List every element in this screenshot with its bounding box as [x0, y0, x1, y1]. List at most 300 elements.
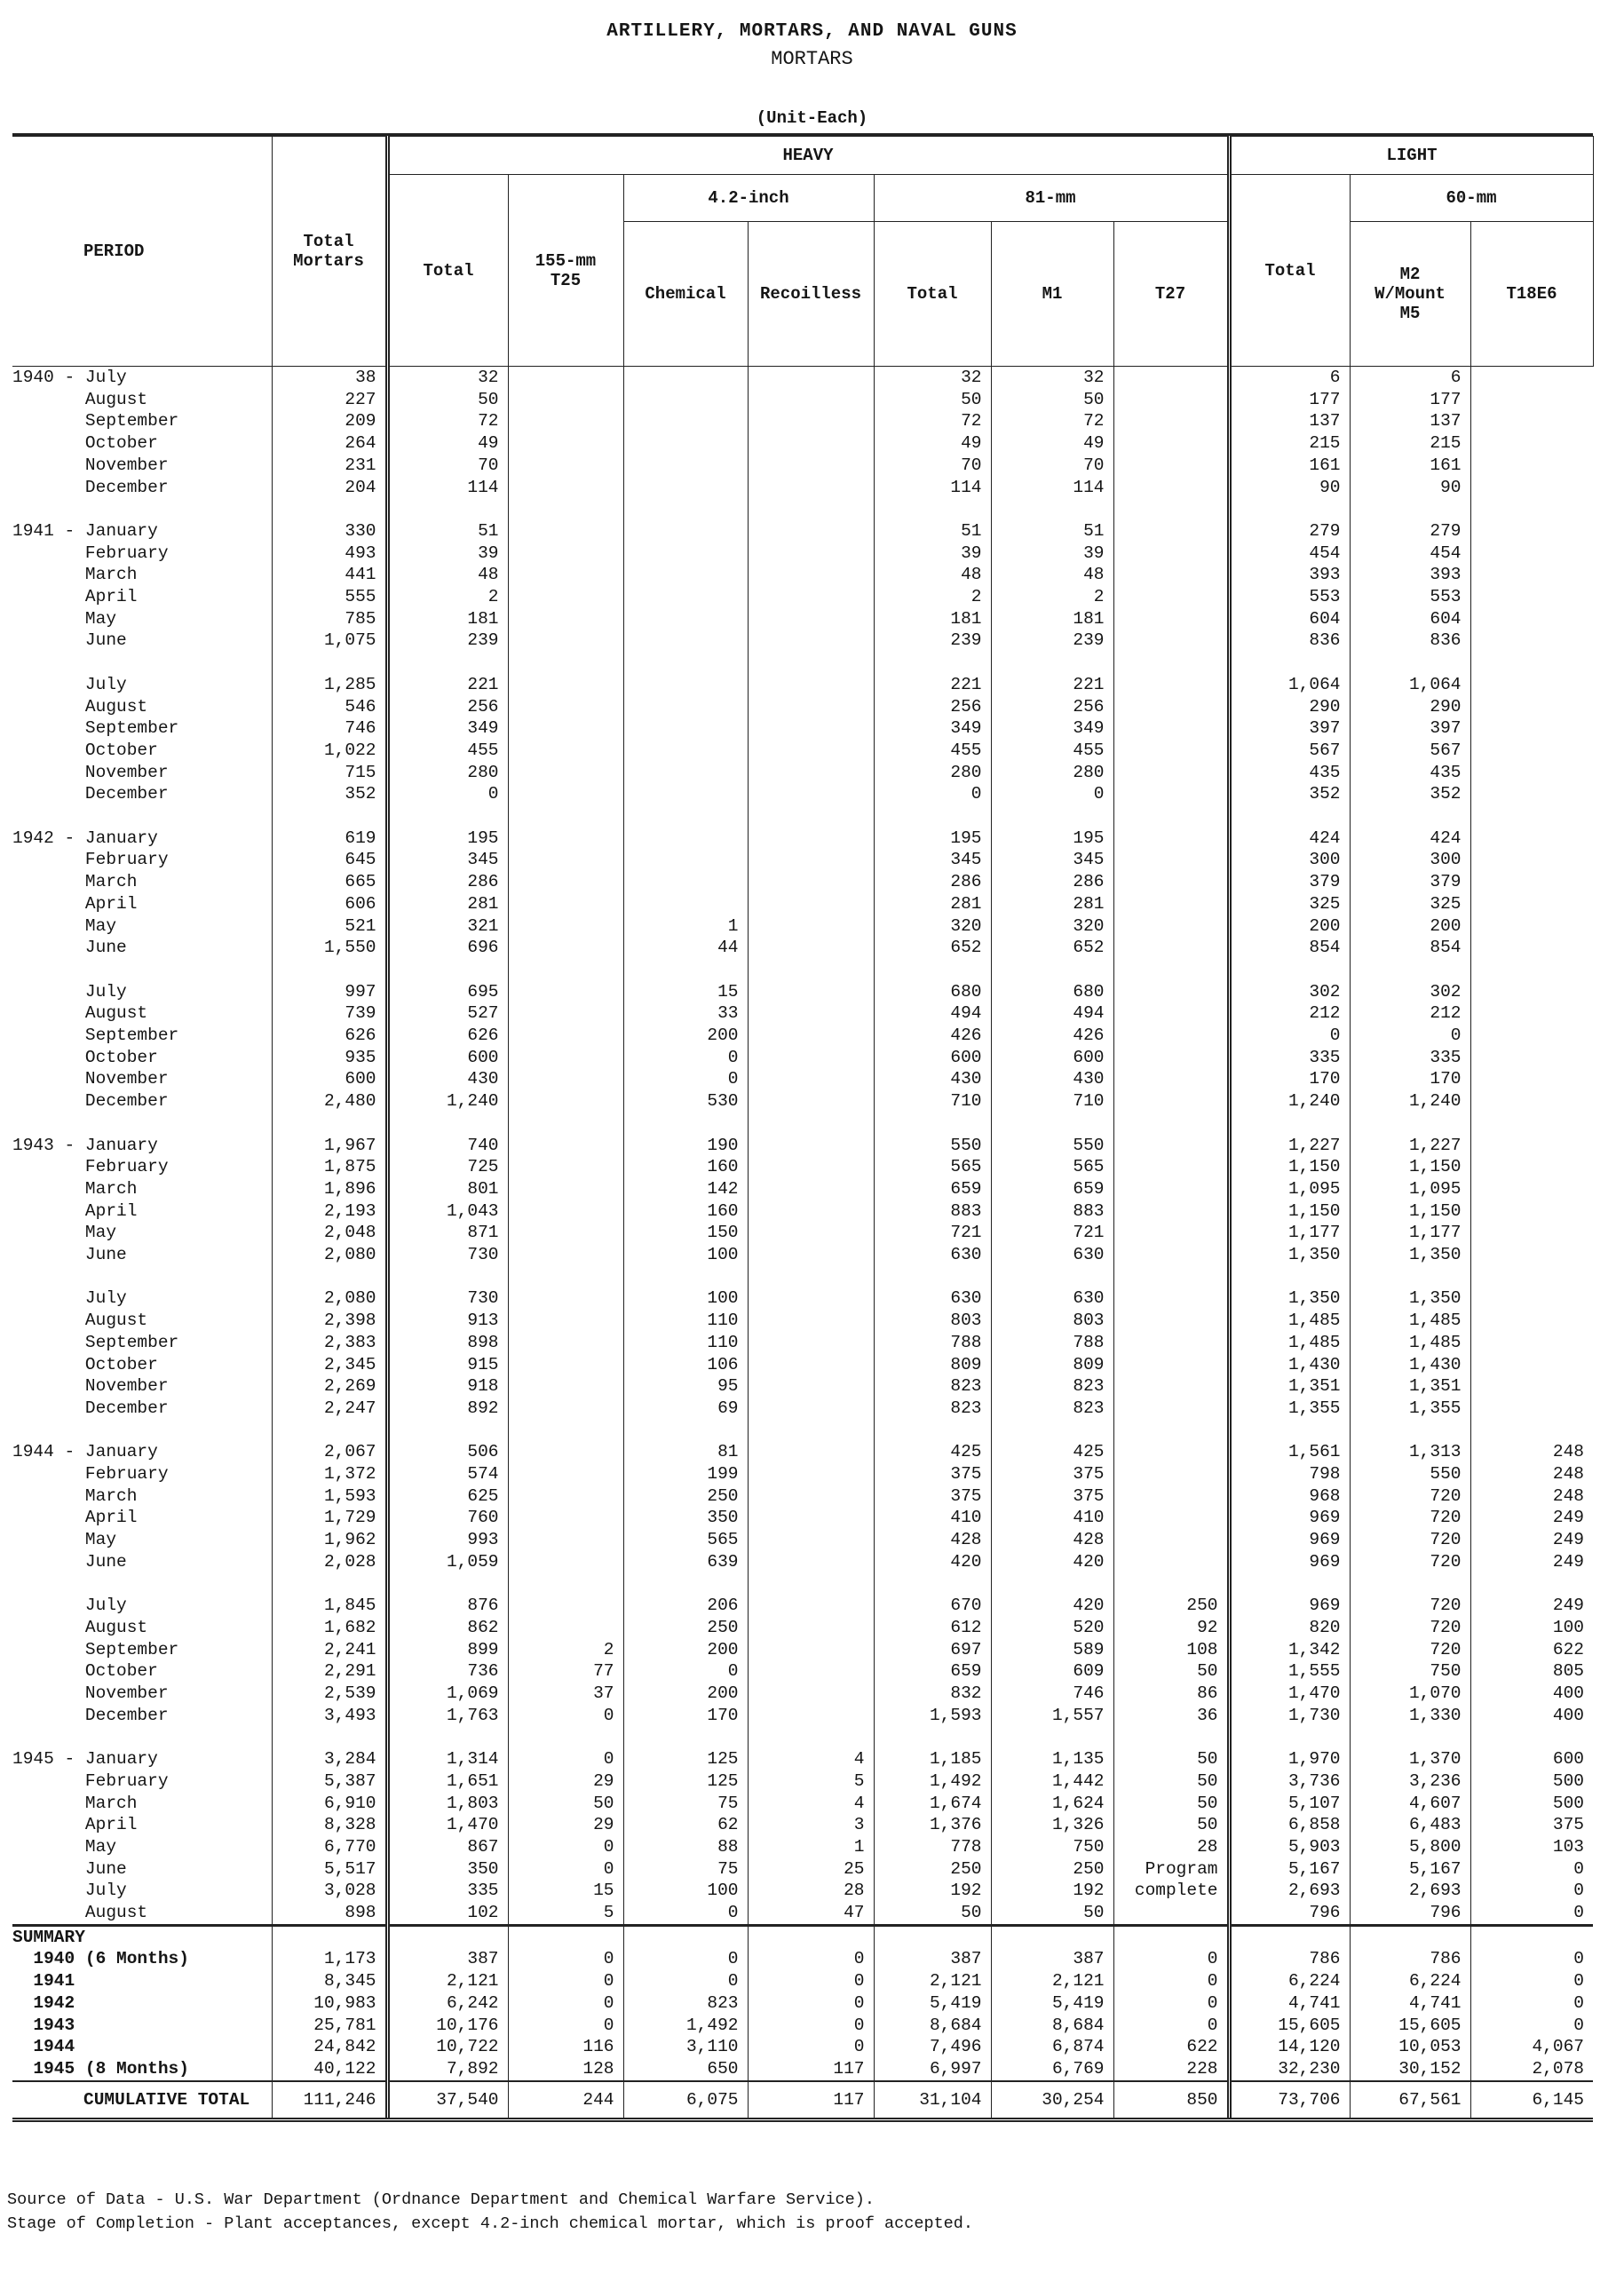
table-cell: 4,741: [1229, 1992, 1350, 2015]
table-cell: 506: [387, 1441, 508, 1463]
table-cell: 1,227: [1229, 1135, 1350, 1157]
table-row: [12, 893, 1593, 915]
table-cell: 320: [991, 915, 1113, 938]
table-cell: [623, 740, 748, 762]
table-cell: [623, 849, 748, 871]
table-cell: 0: [623, 1047, 748, 1069]
table-cell: 1,430: [1229, 1354, 1350, 1376]
table-cell: 37: [508, 1683, 623, 1705]
table-cell: 375: [874, 1485, 991, 1508]
table-cell: [1113, 1375, 1229, 1398]
table-cell: 75: [623, 1858, 748, 1881]
table-cell: 0: [991, 783, 1113, 805]
table-cell: 6,075: [623, 2081, 748, 2120]
row-label: 1943: [12, 2015, 75, 2035]
table-cell: 1,330: [1350, 1705, 1470, 1727]
table-cell: [1470, 477, 1593, 499]
header-t18e6: T18E6: [1470, 222, 1593, 367]
table-cell: 30,152: [1350, 2058, 1470, 2081]
table-row: [12, 630, 1593, 652]
table-row: [12, 1156, 1593, 1178]
table-cell: [508, 762, 623, 784]
table-cell: [508, 1135, 623, 1157]
table-cell: [1470, 915, 1593, 938]
table-cell: 410: [874, 1507, 991, 1529]
row-label: April: [12, 1508, 138, 1528]
table-cell: 1,492: [874, 1770, 991, 1793]
table-cell: 170: [1229, 1068, 1350, 1090]
table-cell: [623, 871, 748, 893]
table-cell: [1470, 981, 1593, 1003]
table-cell: 73,706: [1229, 2081, 1350, 2120]
table-cell: 50: [991, 1902, 1113, 1925]
table-cell: 215: [1229, 432, 1350, 455]
table-cell: 1,150: [1350, 1156, 1470, 1178]
table-cell: 1,350: [1350, 1244, 1470, 1266]
row-label: 1942: [12, 1992, 75, 2013]
table-cell: 6,242: [387, 1992, 508, 2015]
table-cell: 883: [874, 1200, 991, 1223]
table-cell: [1113, 674, 1229, 696]
table-cell: 5: [748, 1770, 874, 1793]
table-cell: 3,493: [272, 1705, 387, 1727]
table-cell: 32,230: [1229, 2058, 1350, 2081]
table-cell: 279: [1350, 520, 1470, 543]
table-cell: [748, 1068, 874, 1090]
table-row: [12, 1332, 1593, 1354]
table-cell: 550: [991, 1135, 1113, 1157]
table-cell: 2,121: [387, 1970, 508, 1992]
table-cell: 50: [874, 1902, 991, 1925]
table-cell: [1113, 1310, 1229, 1332]
table-cell: [748, 1332, 874, 1354]
table-cell: [508, 981, 623, 1003]
table-cell: 530: [623, 1090, 748, 1113]
table-row: [12, 1398, 1593, 1420]
table-cell: [508, 455, 623, 477]
table-cell: 659: [874, 1660, 991, 1683]
table-cell: [508, 849, 623, 871]
table-cell: 181: [874, 608, 991, 630]
table-cell: [1113, 630, 1229, 652]
table-row: [12, 1660, 1593, 1683]
table-cell: 600: [991, 1047, 1113, 1069]
table-cell: 393: [1229, 564, 1350, 586]
table-cell: 4: [748, 1748, 874, 1770]
table-cell: [1113, 696, 1229, 718]
table-row: [12, 1002, 1593, 1025]
table-cell: [748, 740, 874, 762]
table-cell: 345: [387, 849, 508, 871]
table-cell: [1470, 1047, 1593, 1069]
row-label: October: [12, 433, 158, 454]
table-cell: 62: [623, 1814, 748, 1836]
table-cell: 2,121: [991, 1970, 1113, 1992]
table-row: [12, 1441, 1593, 1463]
table-cell: 721: [991, 1222, 1113, 1244]
table-cell: 5,800: [1350, 1836, 1470, 1858]
row-label: CUMULATIVE TOTAL: [12, 2081, 272, 2120]
table-cell: [508, 1354, 623, 1376]
table-cell: 256: [387, 696, 508, 718]
table-cell: 2: [874, 586, 991, 608]
row-label: 1945 (8 Months): [12, 2059, 189, 2079]
table-cell: [748, 1156, 874, 1178]
table-cell: [1113, 1485, 1229, 1508]
table-row: [12, 1639, 1593, 1661]
row-label: August: [12, 696, 148, 717]
table-cell: 652: [874, 937, 991, 959]
table-cell: 51: [874, 520, 991, 543]
table-cell: 785: [272, 608, 387, 630]
table-cell: [748, 1551, 874, 1573]
table-cell: [1113, 367, 1229, 389]
table-cell: 720: [1350, 1639, 1470, 1661]
table-cell: 51: [387, 520, 508, 543]
row-label: 1942 - January: [12, 828, 158, 848]
table-cell: 786: [1350, 1948, 1470, 1970]
table-cell: [508, 740, 623, 762]
table-cell: 1,177: [1229, 1222, 1350, 1244]
table-cell: 116: [508, 2036, 623, 2058]
table-cell: [1470, 1068, 1593, 1090]
table-cell: [748, 1375, 874, 1398]
table-cell: 2,480: [272, 1090, 387, 1113]
table-cell: [1113, 783, 1229, 805]
row-label: August: [12, 1617, 148, 1637]
table-row: [12, 1814, 1593, 1836]
source-footnote: Source of Data - U.S. War Department (Ordnance Department and Chemical Warfare Service).: [7, 2190, 875, 2209]
table-cell: 72: [874, 410, 991, 432]
row-label: April: [12, 893, 138, 914]
table-cell: 567: [1350, 740, 1470, 762]
table-cell: 250: [874, 1858, 991, 1881]
table-cell: 1,970: [1229, 1748, 1350, 1770]
table-cell: 0: [508, 1836, 623, 1858]
table-row: [12, 1025, 1593, 1047]
table-cell: 114: [874, 477, 991, 499]
table-cell: [748, 871, 874, 893]
table-cell: [748, 520, 874, 543]
row-label: June: [12, 630, 127, 651]
table-cell: [1113, 564, 1229, 586]
table-cell: 4,741: [1350, 1992, 1470, 2015]
table-cell: 876: [387, 1595, 508, 1617]
table-cell: [1470, 696, 1593, 718]
table-row: [12, 1836, 1593, 1858]
table-cell: [508, 1156, 623, 1178]
table-cell: 725: [387, 1156, 508, 1178]
table-cell: [1113, 455, 1229, 477]
table-cell: [1113, 1090, 1229, 1113]
table-cell: 160: [623, 1156, 748, 1178]
table-cell: 1,674: [874, 1793, 991, 1815]
table-cell: [1470, 367, 1593, 389]
table-cell: [623, 455, 748, 477]
spacer-row: [12, 805, 1593, 828]
row-label: August: [12, 1003, 148, 1024]
row-label: October: [12, 1354, 158, 1374]
table-cell: [1470, 717, 1593, 740]
table-cell: [1470, 740, 1593, 762]
table-cell: 0: [508, 1970, 623, 1992]
row-label: March: [12, 565, 138, 585]
table-cell: [623, 696, 748, 718]
table-cell: 1,075: [272, 630, 387, 652]
row-label: October: [12, 740, 158, 760]
row-label: February: [12, 1770, 169, 1791]
table-cell: 330: [272, 520, 387, 543]
row-label: July: [12, 1596, 127, 1616]
table-cell: 47: [748, 1902, 874, 1925]
table-cell: 286: [387, 871, 508, 893]
table-cell: [748, 849, 874, 871]
table-cell: [748, 389, 874, 411]
table-cell: [1470, 783, 1593, 805]
table-row: [12, 981, 1593, 1003]
table-cell: [1470, 543, 1593, 565]
table-cell: 823: [991, 1375, 1113, 1398]
table-cell: [623, 389, 748, 411]
table-cell: [748, 1529, 874, 1551]
table-cell: [1113, 1025, 1229, 1047]
table-cell: [1113, 1222, 1229, 1244]
table-cell: 302: [1350, 981, 1470, 1003]
table-cell: complete: [1113, 1880, 1229, 1902]
table-cell: 665: [272, 871, 387, 893]
table-cell: [1470, 849, 1593, 871]
table-cell: 300: [1229, 849, 1350, 871]
table-cell: 969: [1229, 1529, 1350, 1551]
table-cell: [748, 1463, 874, 1485]
table-cell: 209: [272, 410, 387, 432]
table-cell: 1,350: [1229, 1287, 1350, 1310]
table-cell: 49: [387, 432, 508, 455]
table-cell: [748, 543, 874, 565]
table-cell: 248: [1470, 1485, 1593, 1508]
table-cell: 335: [1229, 1047, 1350, 1069]
table-cell: 2,121: [874, 1970, 991, 1992]
table-cell: 720: [1350, 1617, 1470, 1639]
table-cell: 2: [991, 586, 1113, 608]
table-cell: 0: [1113, 2015, 1229, 2037]
table-cell: [508, 783, 623, 805]
table-cell: [1470, 410, 1593, 432]
table-cell: 227: [272, 389, 387, 411]
row-label: 1944: [12, 2037, 75, 2057]
table-cell: 425: [991, 1441, 1113, 1463]
table-cell: 0: [623, 1902, 748, 1925]
table-cell: 823: [623, 1992, 748, 2015]
table-cell: 426: [991, 1025, 1113, 1047]
spacer-row: [12, 498, 1593, 520]
table-cell: 809: [991, 1354, 1113, 1376]
table-cell: [1470, 1200, 1593, 1223]
table-cell: 137: [1350, 410, 1470, 432]
table-cell: [1113, 1354, 1229, 1376]
table-row: [12, 543, 1593, 565]
table-cell: [1470, 520, 1593, 543]
table-cell: 760: [387, 1507, 508, 1529]
table-cell: 300: [1350, 849, 1470, 871]
table-cell: 746: [991, 1683, 1113, 1705]
table-cell: 1,350: [1350, 1287, 1470, 1310]
table-cell: 630: [991, 1287, 1113, 1310]
table-cell: 796: [1229, 1902, 1350, 1925]
table-cell: 48: [387, 564, 508, 586]
table-cell: 0: [748, 2036, 874, 2058]
table-cell: 250: [623, 1617, 748, 1639]
table-cell: 231: [272, 455, 387, 477]
table-cell: [508, 1068, 623, 1090]
row-label: November: [12, 1683, 169, 1704]
table-row: [12, 696, 1593, 718]
table-cell: 350: [623, 1507, 748, 1529]
table-cell: 128: [508, 2058, 623, 2081]
table-cell: [623, 893, 748, 915]
table-cell: [508, 717, 623, 740]
table-cell: 387: [387, 1948, 508, 1970]
table-cell: 746: [272, 717, 387, 740]
table-cell: 426: [874, 1025, 991, 1047]
table-cell: 387: [874, 1948, 991, 1970]
summary-row: [12, 1992, 1593, 2015]
row-label: November: [12, 762, 169, 782]
table-cell: 0: [1350, 1025, 1470, 1047]
mortar-production-table: [12, 133, 1594, 2122]
table-cell: [508, 630, 623, 652]
table-cell: [508, 410, 623, 432]
table-row: [12, 1793, 1593, 1815]
table-cell: 69: [623, 1398, 748, 1420]
table-cell: 1,022: [272, 740, 387, 762]
table-cell: 650: [623, 2058, 748, 2081]
table-cell: 823: [874, 1375, 991, 1398]
table-cell: 375: [1470, 1814, 1593, 1836]
table-cell: 1,372: [272, 1463, 387, 1485]
table-cell: 1,485: [1229, 1310, 1350, 1332]
table-cell: 1,555: [1229, 1660, 1350, 1683]
table-cell: [508, 871, 623, 893]
table-cell: 250: [623, 1485, 748, 1508]
table-cell: [508, 1025, 623, 1047]
table-cell: [508, 1047, 623, 1069]
table-cell: 2,383: [272, 1332, 387, 1354]
table-cell: 696: [387, 937, 508, 959]
table-cell: 25: [748, 1858, 874, 1881]
table-cell: 2,067: [272, 1441, 387, 1463]
table-cell: 375: [991, 1463, 1113, 1485]
table-cell: 221: [874, 674, 991, 696]
table-cell: [748, 1705, 874, 1727]
table-cell: 88: [623, 1836, 748, 1858]
table-cell: 420: [991, 1551, 1113, 1573]
header-t27: T27: [1113, 222, 1229, 367]
table-cell: 39: [387, 543, 508, 565]
table-cell: 10,983: [272, 1992, 387, 2015]
table-cell: [748, 1090, 874, 1113]
table-row: [12, 1354, 1593, 1376]
table-cell: 1,470: [1229, 1683, 1350, 1705]
table-cell: 420: [991, 1595, 1113, 1617]
table-cell: 1,313: [1350, 1441, 1470, 1463]
header-light: LIGHT: [1229, 137, 1593, 175]
table-cell: 2,193: [272, 1200, 387, 1223]
table-row: [12, 674, 1593, 696]
table-cell: [1113, 1287, 1229, 1310]
table-cell: 393: [1350, 564, 1470, 586]
table-row: [12, 1135, 1593, 1157]
table-cell: 1,326: [991, 1814, 1113, 1836]
row-label: July: [12, 1881, 127, 1901]
table-cell: 1,095: [1350, 1178, 1470, 1200]
header-155mm-t25: 155-mm T25: [508, 175, 623, 367]
table-row: [12, 1705, 1593, 1727]
table-cell: 290: [1350, 696, 1470, 718]
table-cell: 108: [1113, 1639, 1229, 1661]
table-cell: 32: [991, 367, 1113, 389]
table-cell: 626: [272, 1025, 387, 1047]
table-cell: 10,176: [387, 2015, 508, 2037]
spacer-row: [12, 1266, 1593, 1288]
table-row: [12, 586, 1593, 608]
table-cell: 6,770: [272, 1836, 387, 1858]
table-cell: 659: [991, 1178, 1113, 1200]
table-cell: 8,684: [874, 2015, 991, 2037]
table-cell: 3,236: [1350, 1770, 1470, 1793]
table-cell: 352: [1229, 783, 1350, 805]
table-cell: 1,550: [272, 937, 387, 959]
table-cell: 3,284: [272, 1748, 387, 1770]
table-cell: 2,080: [272, 1244, 387, 1266]
table-cell: [508, 1002, 623, 1025]
table-cell: 630: [874, 1287, 991, 1310]
table-cell: 521: [272, 915, 387, 938]
table-row: [12, 762, 1593, 784]
table-cell: 249: [1470, 1507, 1593, 1529]
table-cell: 379: [1350, 871, 1470, 893]
table-cell: 720: [1350, 1507, 1470, 1529]
table-cell: [1470, 630, 1593, 652]
table-cell: 2,345: [272, 1354, 387, 1376]
spacer-row: [12, 1420, 1593, 1442]
table-cell: 0: [623, 1948, 748, 1970]
table-cell: 788: [874, 1332, 991, 1354]
table-cell: 862: [387, 1617, 508, 1639]
table-cell: 680: [874, 981, 991, 1003]
table-cell: 239: [387, 630, 508, 652]
table-cell: [508, 1507, 623, 1529]
table-cell: [623, 432, 748, 455]
table-cell: 1,150: [1229, 1200, 1350, 1223]
table-cell: [623, 828, 748, 850]
table-cell: 192: [991, 1880, 1113, 1902]
table-row: [12, 1770, 1593, 1793]
table-cell: 1,064: [1350, 674, 1470, 696]
table-cell: [623, 717, 748, 740]
table-cell: 1,227: [1350, 1135, 1470, 1157]
spacer-row: [12, 1726, 1593, 1748]
table-row: [12, 1485, 1593, 1508]
table-cell: 379: [1229, 871, 1350, 893]
table-cell: [1470, 1398, 1593, 1420]
table-row: [12, 1748, 1593, 1770]
table-cell: [748, 1178, 874, 1200]
table-cell: 2,693: [1229, 1880, 1350, 1902]
table-cell: 117: [748, 2081, 874, 2120]
table-cell: [1113, 1178, 1229, 1200]
table-cell: 820: [1229, 1617, 1350, 1639]
